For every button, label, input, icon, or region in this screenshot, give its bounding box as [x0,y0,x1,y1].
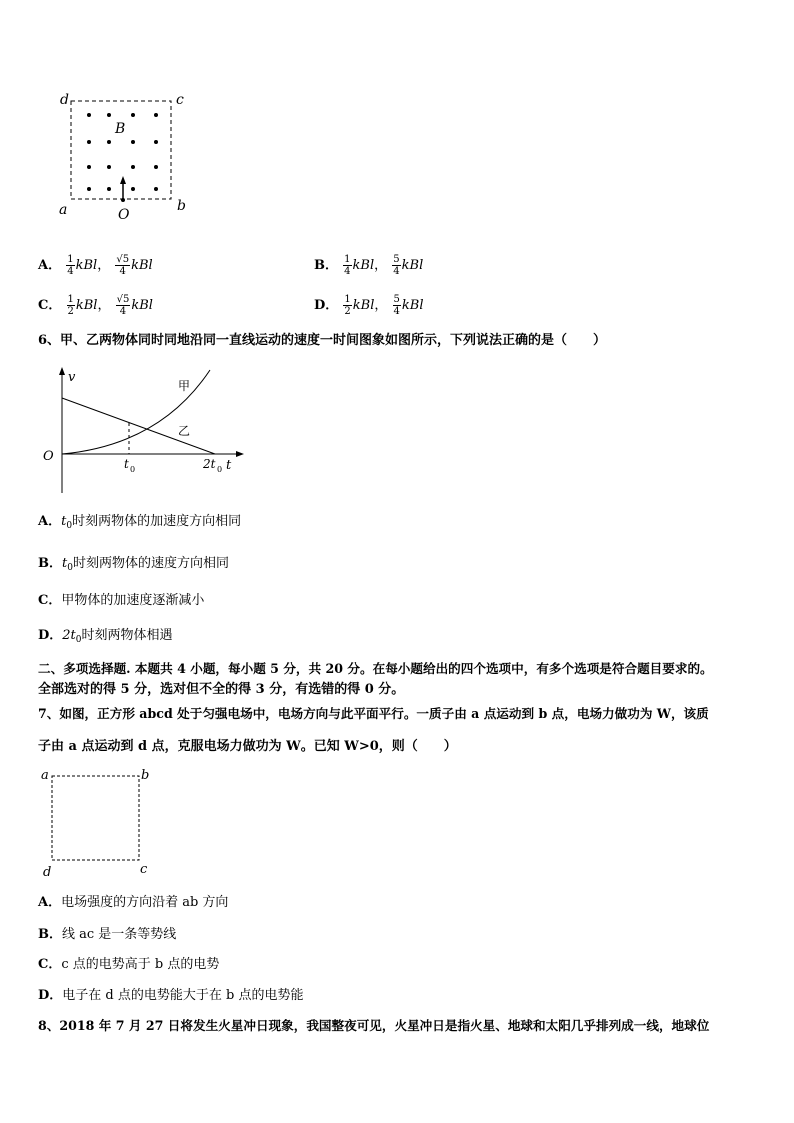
label-O: O [118,207,130,223]
q8-stem-line1: 8、2018 年 7 月 27 日将发生火星冲日现象，我国整夜可见，火星冲日是指火星、地球和太阳几乎排列成一线，地球位 [38,1018,710,1033]
label-2t0: 2t [203,457,216,471]
label-a: a [41,768,49,783]
q6-option-c[interactable]: C．甲物体的加速度逐渐减小 [38,593,205,608]
square-abcd [52,776,139,860]
label-t0-sub: 0 [130,465,136,474]
label-t: t [226,458,232,473]
q5-option-c[interactable]: C． $\frac{1}{2}$ kBl， $\frac{√5}{4}$ kBl [38,294,153,317]
label-c: c [176,92,184,108]
q7-option-d[interactable]: D．电子在 d 点的电势能大于在 b 点的电势能 [38,988,304,1003]
label-yi: 乙 [178,424,191,438]
line-yi [62,398,215,454]
label-2t0-sub: 0 [217,465,223,474]
q6-option-d[interactable]: D．$2t_0$时刻两物体相遇 [38,628,173,645]
velocity-arrow [120,176,126,202]
q6-stem: 6、甲、乙两物体同时同地沿同一直线运动的速度一时间图象如图所示，下列说法正确的是（ ） [38,333,607,348]
section2-heading-line1: 二、多项选择题. 本题共 4 小题，每小题 5 分，共 20 分。在每小题给出的四个选项中，有多个选项是符合题目要求的。 [38,661,713,676]
q7-option-b[interactable]: B．线 ac 是一条等势线 [38,927,177,942]
q5-option-d[interactable]: D． $\frac{1}{2}$ kBl， $\frac{5}{4}$ kBl [314,294,424,317]
label-d: d [43,865,52,878]
label-t0: t [124,457,129,471]
label-jia: 甲 [178,379,191,393]
section2-heading-line2: 全部选对的得 5 分，选对但不全的得 3 分，有选错的得 0 分。 [38,682,405,697]
q7-stem-line1: 7、如图，正方形 abcd 处于匀强电场中，电场方向与此平面平行。一质子由 a 点运动到 b 点，电场力做功为 W，该质 [38,706,709,721]
q7-option-c[interactable]: C．c 点的电势高于 b 点的电势 [38,957,220,972]
q7-square-figure [38,766,158,878]
q6-option-a[interactable]: A．$t_0$时刻两物体的加速度方向相同 [38,514,242,531]
q7-option-a[interactable]: A．电场强度的方向沿着 ab 方向 [38,895,229,910]
q5-option-a[interactable]: A． $\frac{1}{4}$ kBl， $\frac{√5}{4}$ kBl [38,254,153,277]
label-B: B [115,121,126,137]
label-c: c [140,862,148,877]
label-a: a [59,202,68,218]
q5-option-b[interactable]: B． $\frac{1}{4}$ kBl， $\frac{5}{4}$ kBl [314,254,424,277]
q7-stem-line2: 子由 a 点运动到 d 点，克服电场力做功为 W。已知 W>0，则（ ） [38,739,457,754]
q6-vt-graph [40,365,250,495]
q6-option-b[interactable]: B．$t_0$时刻两物体的速度方向相同 [38,556,229,573]
label-b: b [141,768,150,783]
label-O: O [43,449,54,464]
label-b: b [177,198,186,214]
label-v: v [68,370,76,385]
label-d: d [60,92,69,108]
q5-figure [55,90,205,230]
